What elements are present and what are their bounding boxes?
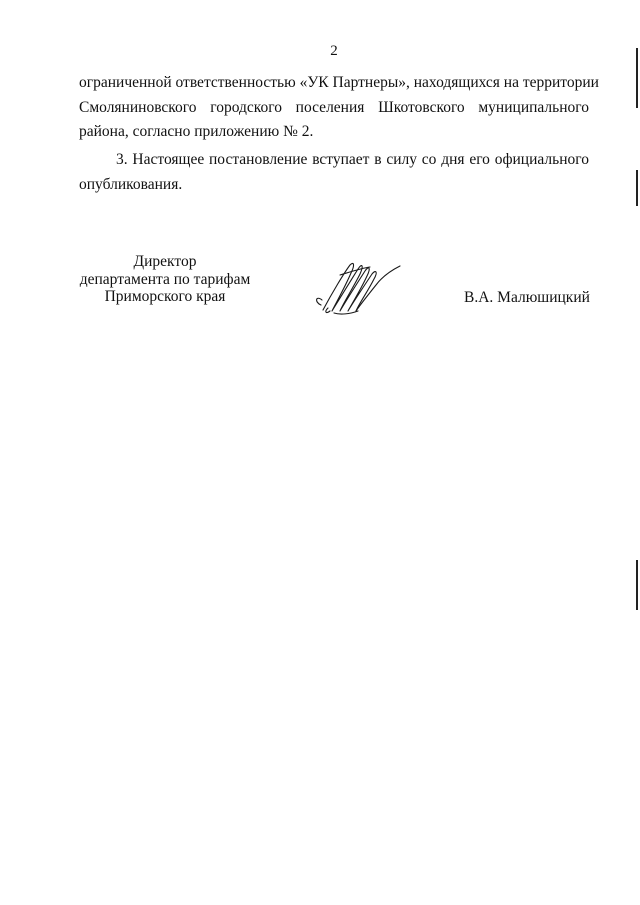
position-line-3: Приморского края	[104, 288, 226, 305]
paragraph-2-line-2: опубликования.	[79, 176, 183, 193]
paragraph-1-line-2: Смоляниновского городского поселения Шкотовского муниципального	[79, 99, 589, 116]
scan-edge-mark	[636, 560, 638, 610]
scan-edge-mark	[636, 170, 638, 206]
signatory-position	[70, 253, 260, 306]
signer-name: В.А. Малюшицкий	[464, 289, 590, 306]
paragraph-1-line-1: ограниченной ответственностью «УК Партнеры», находящихся на территории	[79, 74, 599, 91]
paragraph-2-line-1: 3. Настоящее постановление вступает в силу со дня его официального	[116, 151, 589, 168]
handwritten-signature-icon	[310, 255, 410, 325]
page-number: 2	[330, 43, 338, 59]
scan-edge-mark	[636, 48, 638, 108]
position-line-2: департамента по тарифам	[79, 270, 251, 288]
paragraph-1-line-3: района, согласно приложению № 2.	[79, 123, 314, 140]
position-line-1: Директор	[133, 253, 197, 270]
